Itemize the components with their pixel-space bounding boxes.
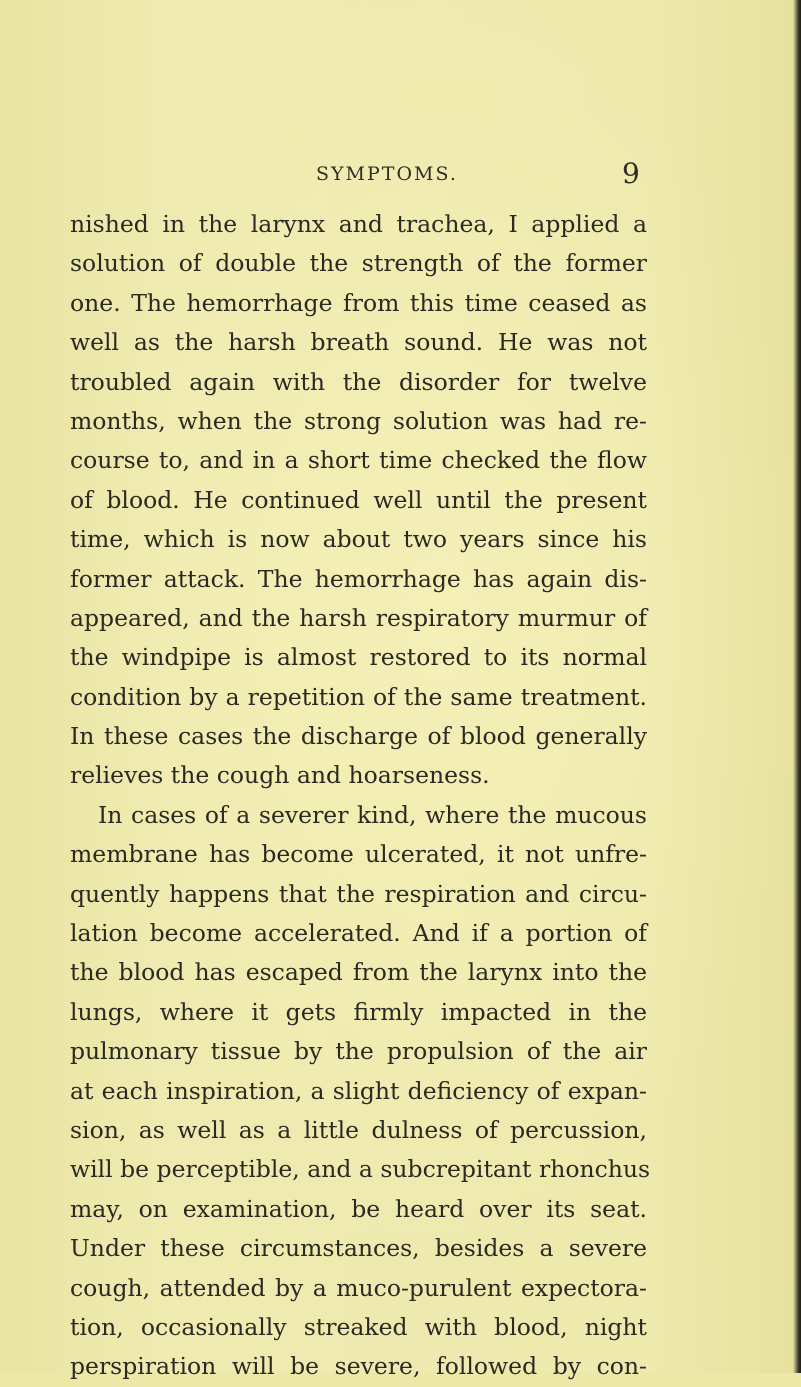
text-line: the blood has escaped from the larynx into the <box>70 958 647 987</box>
text-line: course to, and in a short time checked the flow <box>70 446 647 475</box>
text-line: lation become accelerated. And if a portion of <box>70 919 647 948</box>
text-line: In these cases the discharge of blood generally <box>70 722 647 751</box>
text-line: months, when the strong solution was had re- <box>70 406 647 435</box>
running-title: SYMPTOMS. <box>316 163 458 185</box>
body-text <box>70 205 651 1387</box>
text-line: relieves the cough and hoarseness. <box>70 761 490 790</box>
text-line: the windpipe is almost restored to its normal <box>70 643 647 672</box>
text-line: lungs, where it gets firmly impacted in the <box>70 997 647 1026</box>
text-line: well as the harsh breath sound. He was not <box>70 328 647 357</box>
text-line: troubled again with the disorder for twelve <box>70 367 647 396</box>
text-line: solution of double the strength of the former <box>70 249 647 278</box>
text-line: cough, attended by a muco-purulent expectora- <box>70 1273 647 1302</box>
text-line: pulmonary tissue by the propulsion of the air <box>70 1037 647 1066</box>
text-line: time, which is now about two years since his <box>70 525 647 554</box>
text-line: one. The hemorrhage from this time ceased as <box>70 288 647 317</box>
text-line: sion, as well as a little dulness of percussion, <box>70 1115 647 1144</box>
text-line: may, on examination, be heard over its seat. <box>70 1194 647 1223</box>
text-line: membrane has become ulcerated, it not unfre- <box>70 840 647 869</box>
text-line: appeared, and the harsh respiratory murmur of <box>70 603 647 632</box>
text-line: condition by a repetition of the same treatment. <box>70 682 647 711</box>
text-line: of blood. He continued well until the present <box>70 485 647 514</box>
text-line: former attack. The hemorrhage has again dis- <box>70 564 647 593</box>
text-line: In cases of a severer kind, where the mucous <box>98 800 647 829</box>
page-edge-shadow <box>793 0 801 1373</box>
text-line: at each inspiration, a slight deficiency of expan- <box>70 1076 647 1105</box>
text-line: quently happens that the respiration and circu- <box>70 879 647 908</box>
text-line: will be perceptible, and a subcrepitant rhonchus <box>70 1155 651 1184</box>
text-line: nished in the larynx and trachea, I applied a <box>70 210 647 238</box>
text-line: Under these circumstances, besides a severe <box>70 1234 647 1263</box>
page-header <box>316 157 656 190</box>
text-line: tion, occasionally streaked with blood, night <box>70 1312 647 1341</box>
text-line: perspiration will be severe, followed by con- <box>70 1352 647 1381</box>
page-number: 9 <box>622 157 640 190</box>
